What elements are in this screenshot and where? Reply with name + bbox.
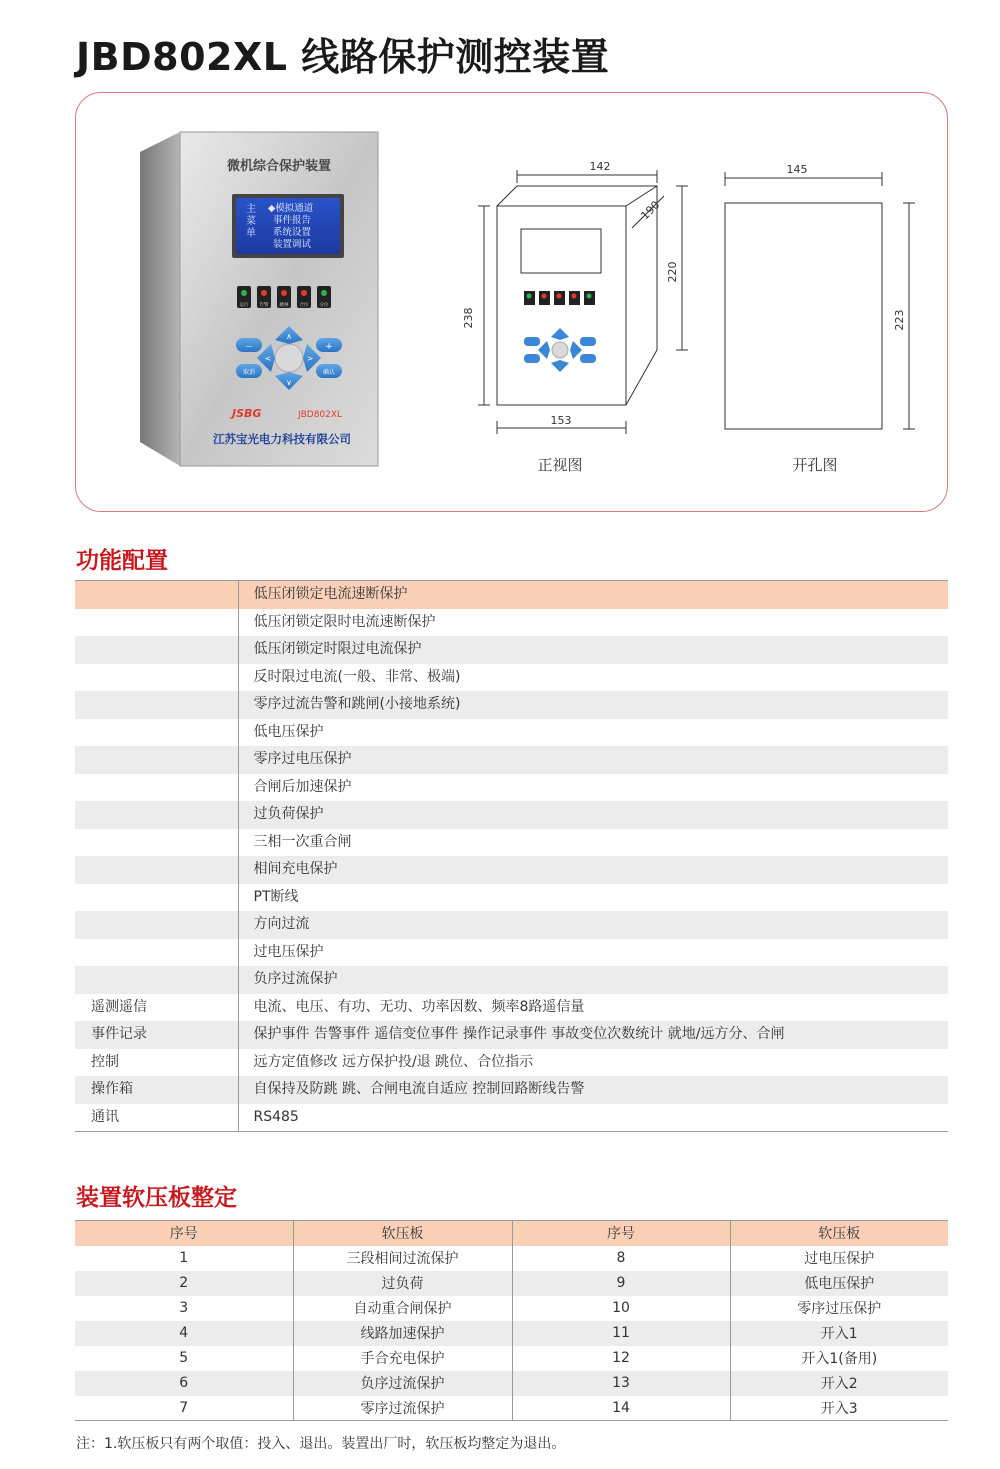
functions-section-title: 功能配置	[76, 548, 168, 574]
function-category: 通讯	[75, 1104, 238, 1132]
function-row	[75, 829, 948, 857]
key-up-label: ∧	[286, 332, 292, 341]
plate-name: 手合充电保护	[293, 1346, 512, 1371]
lcd-item-4: 装置调试	[273, 239, 312, 250]
plate-no: 2	[75, 1271, 293, 1296]
function-value: 零序过电压保护	[238, 746, 948, 774]
function-category	[75, 774, 238, 802]
function-row	[75, 1049, 948, 1077]
plate-no: 9	[512, 1271, 730, 1296]
function-row	[75, 856, 948, 884]
plate-name: 低电压保护	[730, 1271, 948, 1296]
company-name: 江苏宝光电力科技有限公司	[213, 432, 351, 446]
function-category	[75, 636, 238, 664]
function-value: 负序过流保护	[238, 966, 948, 994]
plates-header-row	[75, 1221, 948, 1246]
plates-section-title: 装置软压板整定	[76, 1185, 237, 1211]
plate-name: 线路加速保护	[293, 1321, 512, 1346]
function-category	[75, 581, 238, 609]
lcd-left-1: 主	[246, 204, 256, 215]
function-category	[75, 911, 238, 939]
key-enter-label: 确认	[322, 369, 336, 376]
led-label-alarm: 告警	[259, 303, 269, 308]
function-value: 低压闭锁定时限过电流保护	[238, 636, 948, 664]
function-value: 方向过流	[238, 911, 948, 939]
function-category: 操作箱	[75, 1076, 238, 1104]
functions-table	[75, 580, 948, 1132]
front-dim-depth: 190	[638, 198, 663, 223]
led-label-closed: 合位	[299, 303, 309, 308]
front-dim-left: 238	[462, 307, 475, 329]
plate-no: 1	[179, 1250, 189, 1266]
function-row	[75, 664, 948, 692]
key-esc-label: 取消	[242, 369, 256, 376]
led-label-trip: 跳闸	[279, 303, 289, 308]
front-dim-top: 142	[589, 160, 611, 173]
cutout-view-caption: 开孔图	[792, 456, 838, 474]
front-view-caption: 正视图	[537, 456, 583, 474]
function-value: 相间充电保护	[238, 856, 948, 884]
function-row	[75, 994, 948, 1022]
function-category	[75, 856, 238, 884]
plate-name: 负序过流保护	[293, 1371, 512, 1396]
function-value: 过电压保护	[253, 943, 324, 960]
function-row	[75, 609, 948, 637]
plate-no: 10	[512, 1296, 730, 1321]
key-plus-label: +	[325, 342, 333, 352]
lcd-left-2: 菜	[246, 216, 256, 227]
function-row	[75, 774, 948, 802]
function-value: 电流、电压、有功、无功、功率因数、频率8路遥信量	[253, 998, 585, 1015]
col-header-plate-1: 软压板	[293, 1221, 512, 1246]
front-view-leds	[524, 291, 595, 305]
plate-name: 零序过流保护	[293, 1396, 512, 1421]
plate-no: 8	[512, 1246, 730, 1271]
cutout-dim-right: 223	[893, 309, 906, 331]
plate-no: 3	[179, 1300, 189, 1316]
function-category	[75, 939, 238, 967]
plate-no: 5	[179, 1350, 189, 1366]
function-value: 低压闭锁定电流速断保护	[238, 581, 948, 609]
function-row	[75, 801, 948, 829]
function-row	[75, 636, 948, 664]
footnote: 注：1.软压板只有两个取值：投入、退出。装置出厂时，软压板均整定为退出。	[76, 1436, 566, 1452]
function-value: 合闸后加速保护	[253, 778, 352, 795]
col-header-no-2: 序号	[512, 1221, 730, 1246]
function-value: 三相一次重合闸	[253, 833, 352, 850]
plate-no: 13	[512, 1371, 730, 1396]
plate-no: 14	[512, 1396, 730, 1421]
key-down-label: ∨	[286, 378, 292, 387]
key-right-label: >	[306, 354, 314, 363]
function-category	[75, 746, 238, 774]
cutout-dim-top: 145	[786, 163, 808, 176]
function-row	[75, 884, 948, 912]
col-header-no-1: 序号	[75, 1221, 293, 1246]
function-category: 控制	[75, 1049, 238, 1077]
plate-name: 过负荷	[293, 1271, 512, 1296]
led-label-open: 分位	[319, 303, 329, 308]
plate-no: 7	[75, 1396, 293, 1421]
plate-name: 过电压保护	[730, 1246, 948, 1271]
function-category	[75, 801, 238, 829]
plate-name: 零序过压保护	[730, 1296, 948, 1321]
plate-no: 11	[512, 1321, 730, 1346]
key-minus-label: —	[245, 342, 253, 350]
plate-name: 开入1	[730, 1321, 948, 1346]
lcd-item-3: 系统设置	[273, 227, 312, 238]
function-category: 事件记录	[75, 1021, 238, 1049]
function-row	[75, 691, 948, 719]
plate-row	[75, 1346, 948, 1371]
function-value: 自保持及防跳 跳、合闸电流自适应 控制回路断线告警	[238, 1076, 948, 1104]
front-dim-bottom: 153	[550, 414, 572, 427]
function-category	[75, 609, 238, 637]
plate-no: 12	[512, 1346, 730, 1371]
plate-row	[75, 1371, 948, 1396]
plate-row	[75, 1321, 948, 1346]
lcd-item-1: ◆模拟通道	[268, 203, 314, 214]
plate-name: 开入3	[730, 1396, 948, 1421]
function-row	[75, 746, 948, 774]
plate-no: 4	[75, 1321, 293, 1346]
plate-row	[75, 1296, 948, 1321]
function-category	[75, 664, 238, 692]
function-value: PT断线	[253, 888, 299, 905]
function-category	[75, 829, 238, 857]
plate-row	[75, 1271, 948, 1296]
function-value: 低电压保护	[253, 723, 324, 740]
function-value: 低压闭锁定限时电流速断保护	[253, 613, 436, 630]
plate-row	[75, 1396, 948, 1421]
plate-name: 开入2	[730, 1371, 948, 1396]
brand-logo: JSBG	[232, 407, 262, 420]
key-left-label: <	[264, 354, 272, 363]
function-row	[75, 966, 948, 994]
plate-name: 自动重合闸保护	[293, 1296, 512, 1321]
function-row	[75, 1104, 948, 1132]
col-header-plate-2: 软压板	[730, 1221, 948, 1246]
dimension-drawings	[0, 0, 1000, 520]
lcd-item-2: 事件报告	[273, 215, 312, 226]
plate-no: 6	[75, 1371, 293, 1396]
plates-table	[75, 1220, 948, 1421]
page-title: JBD802XL 线路保护测控装置	[76, 35, 610, 79]
function-value: RS485	[238, 1104, 948, 1132]
function-row	[75, 939, 948, 967]
function-row	[75, 911, 948, 939]
function-row	[75, 581, 948, 609]
function-row	[75, 1021, 948, 1049]
function-category	[75, 884, 238, 912]
function-value: 零序过流告警和跳闸(小接地系统)	[238, 691, 948, 719]
function-value: 远方定值修改 远方保护投/退 跳位、合位指示	[253, 1053, 534, 1070]
function-category: 遥测遥信	[75, 994, 238, 1022]
lcd-left-3: 单	[246, 228, 256, 239]
front-dim-right: 220	[666, 261, 679, 283]
plate-name: 三段相间过流保护	[293, 1246, 512, 1271]
function-row	[75, 1076, 948, 1104]
function-category	[75, 719, 238, 747]
panel-title: 微机综合保护装置	[226, 159, 332, 174]
function-value: 反时限过电流(一般、非常、极端)	[253, 668, 461, 685]
function-value: 保护事件 告警事件 遥信变位事件 操作记录事件 事故变位次数统计 就地/远方分、合闸	[238, 1021, 948, 1049]
device-model: JBD802XL	[297, 410, 343, 420]
function-row	[75, 719, 948, 747]
led-label-run: 运行	[239, 303, 249, 308]
plate-name: 开入1(备用)	[730, 1346, 948, 1371]
front-view-keypad	[524, 328, 596, 372]
function-value: 过负荷保护	[238, 801, 948, 829]
plate-row	[75, 1246, 948, 1271]
function-category	[75, 966, 238, 994]
function-category	[75, 691, 238, 719]
